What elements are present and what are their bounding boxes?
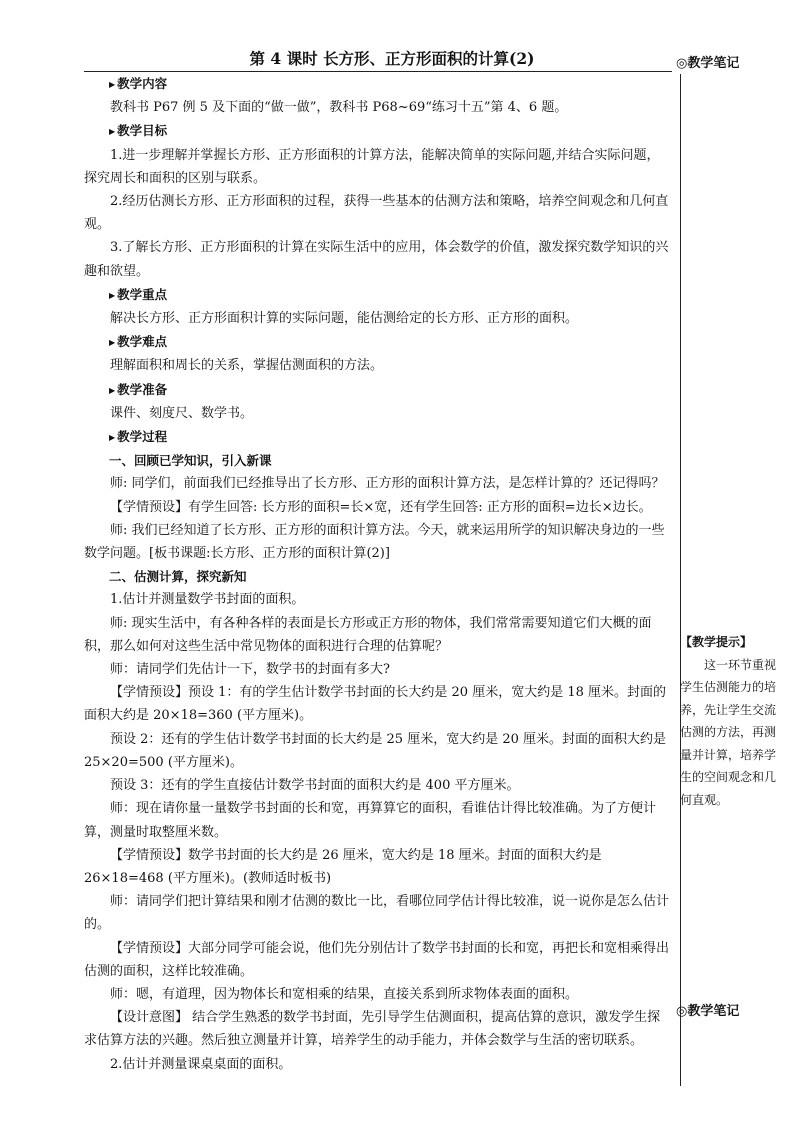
paragraph: 师：请同学们把计算结果和刚才估测的数比一比，看哪位同学估计得比较准，说一说你是怎么估计的。	[84, 894, 670, 933]
heading-marker-icon: ▶	[109, 385, 116, 395]
heading-text: 教学准备	[117, 381, 168, 397]
paragraph: 【学情预设】有学生回答: 长方形的面积=长×宽，还有学生回答: 正方形的面积=边长×边长。	[110, 499, 652, 515]
paragraph: 【学情预设】大部分同学可能会说，他们先分别估计了数学书封面的长和宽，再把长和宽相乘得出估测的面积，这样比较准确。	[84, 940, 670, 979]
heading-marker-icon: ▶	[109, 290, 116, 300]
heading-text: 教学内容	[117, 76, 168, 91]
heading-marker-icon: ▶	[109, 338, 116, 348]
process-step-heading: 二、估测计算，探究新知	[109, 569, 247, 585]
paragraph: 师：嗯，有道理，因为物体长和宽相乘的结果，直接关系到所求物体表面的面积。	[110, 986, 579, 1002]
paragraph: 理解面积和周长的关系，掌握估测面积的方法。	[110, 358, 384, 374]
heading-text: 教学目标	[117, 123, 168, 139]
paragraph: 师: 现实生活中，有各种各样的表面是长方形或正方形的物体，我们常常需要知道它们大概的面积，那么如何对这些生活中常见物体的面积进行合理的估算呢？	[84, 615, 652, 654]
lesson-content	[84, 72, 672, 1076]
heading-text: 教学过程	[117, 429, 168, 445]
section-heading	[84, 330, 672, 354]
paragraph: 师: 同学们，前面我们已经推导出了长方形、正方形的面积计算方法，是怎样计算的？还记得吗？	[110, 476, 665, 492]
paragraph: 1.进一步理解并掌握长方形、正方形面积的计算方法，能解决简单的实际问题,并结合实际问题，探究周长和面积的区别与联系。	[84, 147, 660, 186]
paragraph: 1.估计并测量数学书封面的面积。	[110, 592, 305, 608]
paragraph: 2.估计并测量课桌桌面的面积。	[110, 1056, 292, 1072]
paragraph: 【设计意图】 结合学生熟悉的数学书封面，先引导学生估测面积，提高估算的意识，激发学生探求估算方法的兴趣。然后独立测量并计算，培养学生的动手能力，并体会数学与生活的密切联系。	[84, 1010, 661, 1049]
paragraph: 师：请同学们先估计一下，数学书的封面有多大?	[110, 662, 390, 678]
section-heading	[84, 425, 672, 449]
notes-label-bottom: ◎教学笔记	[676, 1004, 740, 1019]
teaching-tip-body: 这一环节重视学生估测能力的培养，先让学生交流估测的方法，再测量并计算，培养学生的空间观念和几何直观。	[680, 657, 777, 807]
margin-divider	[680, 74, 681, 1086]
paragraph: 解决长方形、正方形面积计算的实际问题，能估测给定的长方形、正方形的面积。	[110, 311, 579, 327]
heading-text: 教学重点	[117, 286, 168, 302]
paragraph: 师: 我们已经知道了长方形、正方形的面积计算方法。今天，就来运用所学的知识解决身边的一些数学问题。[板书课题:长方形、正方形的面积计算(2)]	[84, 522, 665, 562]
section-heading	[84, 378, 672, 402]
paragraph: 【学情预设】预设 1：有的学生估计数学书封面的长大约是 20 厘米，宽大约是 18 厘米。封面的面积大约是 20×18=360 (平方厘米)。	[84, 685, 667, 724]
heading-marker-icon: ▶	[109, 127, 116, 137]
heading-marker-icon: ▶	[109, 80, 116, 89]
paragraph: 师：现在请你量一量数学书封面的长和宽，再算算它的面积，看谁估计得比较准确。为了方便计算，测量时取整厘米数。	[84, 801, 657, 840]
paragraph: 3.了解长方形、正方形面积的计算在实际生活中的应用，体会数学的价值，激发探究数学知识的兴趣和欲望。	[84, 240, 669, 279]
paragraph: 预设 3：还有的学生直接估计数学书封面的面积大约是 400 平方厘米。	[110, 778, 520, 794]
lesson-plan	[84, 48, 672, 1076]
paragraph: 课件、刻度尺、数学书。	[110, 405, 254, 421]
notes-label-top: ◎教学笔记	[676, 56, 740, 71]
paragraph: 【学情预设】数学书封面的长大约是 26 厘米，宽大约是 18 厘米。封面的面积大约是 26×18=468 (平方厘米)。(教师适时板书)	[84, 847, 602, 886]
heading-text: 教学难点	[117, 334, 168, 350]
section-heading	[84, 283, 672, 307]
page-title: 第 4 课时 长方形、正方形面积的计算(2)	[249, 49, 535, 68]
paragraph: 2.经历估测长方形、正方形面积的过程，获得一些基本的估测方法和策略，培养空间观念和几何直观。	[84, 194, 669, 233]
teaching-tip-title: 【教学提示】	[680, 635, 753, 649]
heading-marker-icon: ▶	[109, 433, 116, 443]
section-heading	[84, 72, 672, 96]
section-heading	[84, 119, 672, 143]
paragraph: 教科书 P67 例 5 及下面的“做一做”，教科书 P68~69“练习十五”第 4、6 题。	[110, 100, 568, 116]
process-step-heading: 一、回顾已学知识，引入新课	[109, 453, 272, 469]
teaching-tip	[680, 631, 778, 811]
paragraph: 预设 2：还有的学生估计数学书封面的长大约是 25 厘米，宽大约是 20 厘米。封面的面积大约是 25×20=500 (平方厘米)。	[84, 731, 667, 770]
